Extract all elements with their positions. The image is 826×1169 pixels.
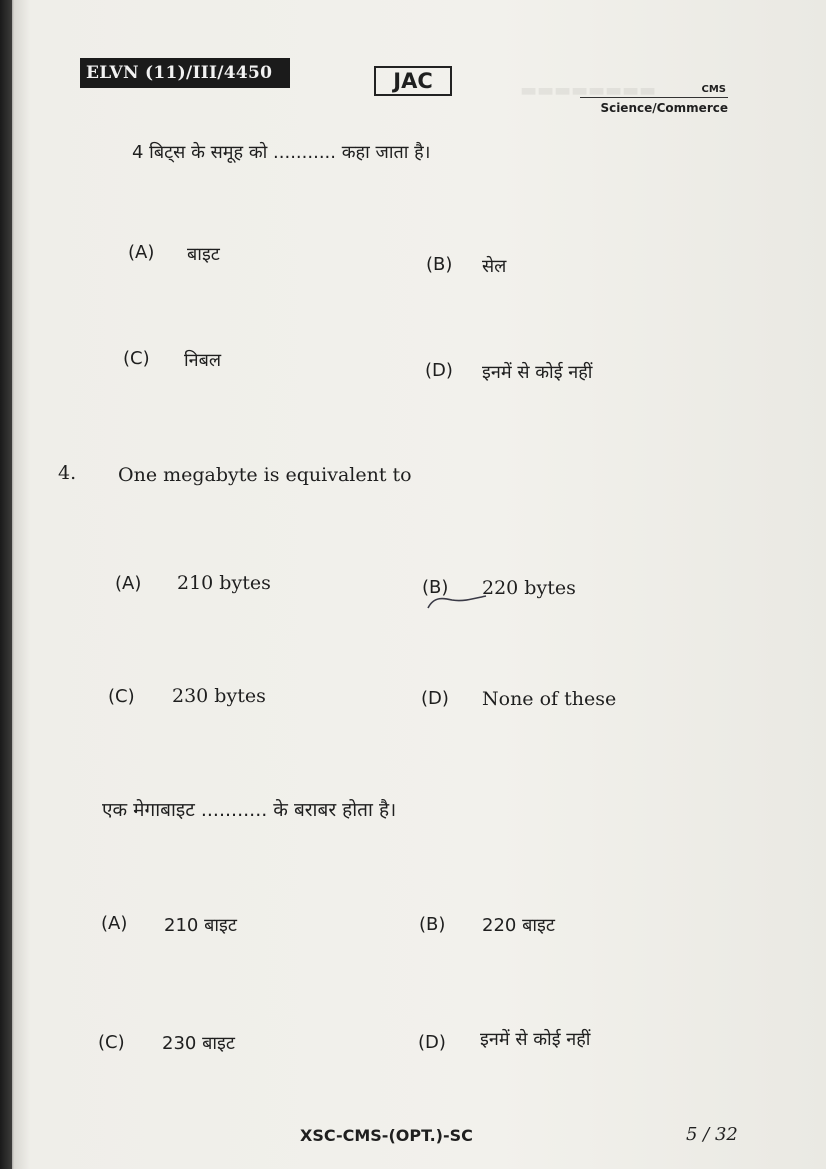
q4-hindi-option-c-text: 230 बाइट: [162, 1033, 235, 1054]
q4-english-option-a-label: (A): [115, 573, 142, 594]
q3-hindi-option-c-label: (C): [123, 348, 150, 369]
q3-hindi-option-a-label: (A): [128, 242, 155, 263]
paper-code: ELVN (11)/III/4450: [80, 58, 290, 88]
q3-hindi-option-a-text: बाइट: [187, 244, 220, 265]
q4-english-option-c-text: 230 bytes: [172, 685, 266, 707]
q3-hindi-question: 4 बिट्स के समूह को ........... कहा जाता है।: [132, 142, 431, 163]
q4-english-option-d-text: None of these: [482, 688, 617, 710]
q4-hindi-option-a-text: 210 बाइट: [164, 915, 237, 936]
q4-english-option-c-label: (C): [108, 686, 135, 707]
q4-english-option-d-label: (D): [421, 688, 449, 709]
q3-hindi-option-d-text: इनमें से कोई नहीं: [482, 362, 593, 383]
q4-english-option-b-text: 220 bytes: [482, 577, 576, 599]
q3-hindi-option-c-text: निबल: [184, 350, 222, 371]
page-number: 5 / 32: [686, 1124, 738, 1145]
q4-english-option-a-text: 210 bytes: [177, 572, 271, 594]
stream-name: Science/Commerce: [600, 101, 728, 115]
q3-hindi-option-b-text: सेल: [482, 256, 507, 277]
q4-hindi-option-b-text: 220 बाइट: [482, 915, 555, 936]
stream-code: CMS: [580, 84, 728, 98]
q3-hindi-option-d-label: (D): [425, 360, 453, 381]
q3-hindi-option-b-label: (B): [426, 254, 453, 275]
q4-hindi-option-a-label: (A): [101, 913, 128, 934]
q4-hindi-option-c-label: (C): [98, 1032, 125, 1053]
pen-tick-mark: [424, 588, 494, 612]
q4-hindi-question: एक मेगाबाइट ........... के बराबर होता है।: [102, 799, 397, 821]
q4-english-option-b-label: (B): [422, 577, 449, 598]
q4-hindi-option-b-label: (B): [419, 914, 446, 935]
footer-code: XSC-CMS-(OPT.)-SC: [300, 1126, 473, 1145]
q4-english-question: One megabyte is equivalent to: [118, 464, 412, 486]
q4-hindi-option-d-label: (D): [418, 1032, 446, 1053]
board-name: JAC: [374, 66, 452, 96]
bleed-through: ▬▬▬▬▬▬▬▬: [520, 80, 657, 101]
q4-number: 4.: [58, 462, 77, 484]
page-binding-edge: [0, 0, 12, 1169]
q4-hindi-option-d-text: इनमें से कोई नहीं: [480, 1029, 591, 1050]
